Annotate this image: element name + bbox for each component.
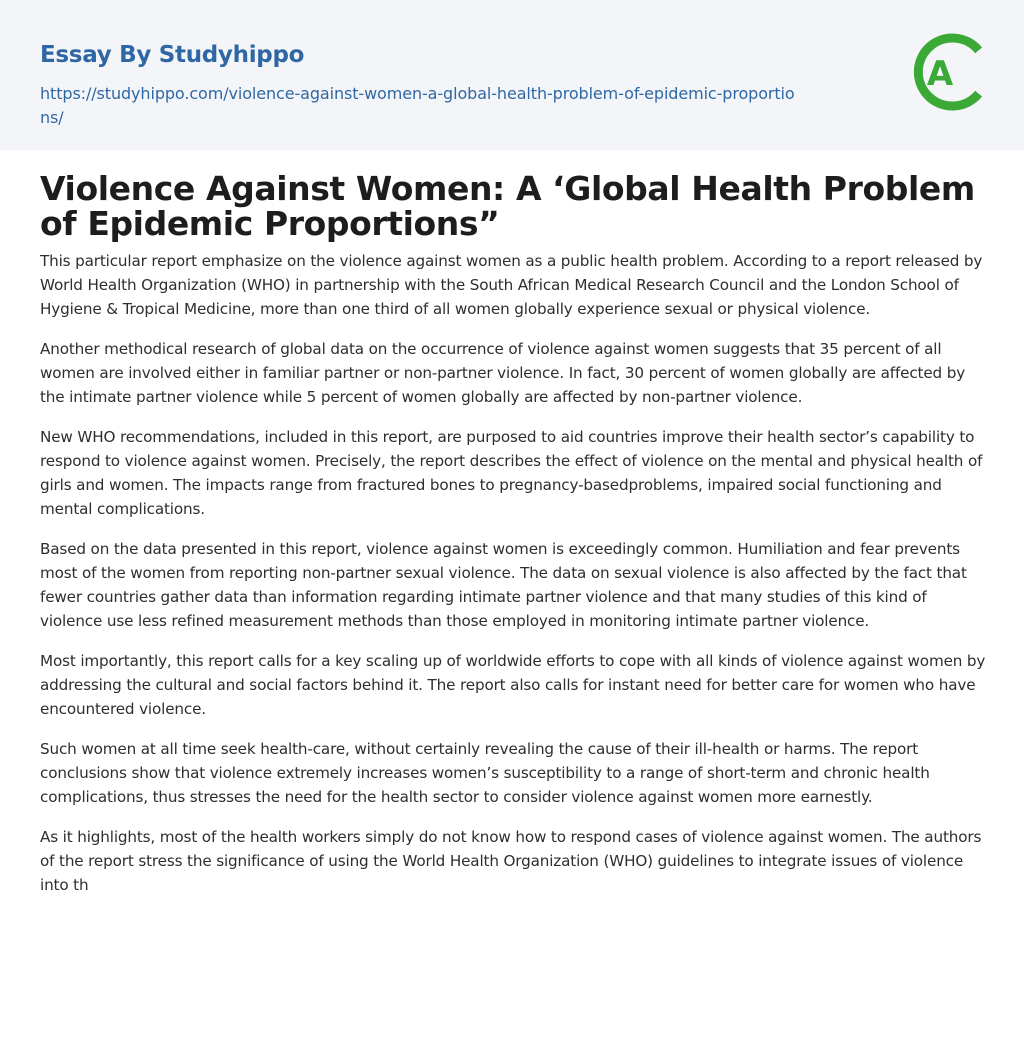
article-paragraph: New WHO recommendations, included in this report, are purposed to aid countries improve their health sector’s capability to respond to violence against women. Precisely, the report describes the effect of violence on the mental and physical health of girls and women. The impacts range from fractured bones to pregnancy-basedproblems, impaired social functioning and mental complications. <box>40 428 983 518</box>
article-paragraph: Based on the data presented in this report, violence against women is exceedingly common. Humiliation and fear prevents most of the women from reporting non-partner sexual violence. The data on sexual violence is also affected by the fact that fewer countries gather data than information regarding intimate partner violence and that many studies of this kind of violence use less refined measurement methods than those employed in monitoring intimate partner violence. <box>40 540 967 630</box>
site-header <box>0 0 1024 150</box>
article-paragraph: Another methodical research of global data on the occurrence of violence against women suggests that 35 percent of all women are involved either in familiar partner or non-partner violence. In fact, 30 percent of women globally are affected by the intimate partner violence while 5 percent of women globally are affected by non-partner violence. <box>40 340 966 406</box>
logo-letter: A <box>926 54 954 94</box>
article-paragraph: This particular report emphasize on the violence against women as a public health problem. According to a report released by World Health Organization (WHO) in partnership with the South African Medical Research Council and the London School of Hygiene & Tropical Medicine, more than one third of all women globally experience sexual or physical violence. <box>40 252 983 318</box>
article-title: Violence Against Women: A ‘Global Health Problem of Epidemic Proportions” <box>40 169 975 243</box>
article-paragraph: As it highlights, most of the health workers simply do not know how to respond cases of violence against women. The authors of the report stress the significance of using the World Health Organization (WHO) guidelines to integrate issues of violence into th <box>40 828 982 894</box>
article-paragraph: Most importantly, this report calls for a key scaling up of worldwide efforts to cope with all kinds of violence against women by addressing the cultural and social factors behind it. The report also calls for instant need for better care for women who have encountered violence. <box>40 652 986 718</box>
studyhippo-logo-icon[interactable] <box>912 28 988 116</box>
article-paragraph: Such women at all time seek health-care, without certainly revealing the cause of their ill-health or harms. The report conclusions show that violence extremely increases women’s susceptibility to a range of short-term and chronic health complications, thus stresses the need for the health sector to consider violence against women more earnestly. <box>40 740 930 806</box>
article-body <box>40 249 986 913</box>
brand-title: Essay By Studyhippo <box>40 42 305 68</box>
source-url-link[interactable]: https://studyhippo.com/violence-against-women-a-global-health-problem-of-epidemic-proportions/ <box>40 84 795 127</box>
